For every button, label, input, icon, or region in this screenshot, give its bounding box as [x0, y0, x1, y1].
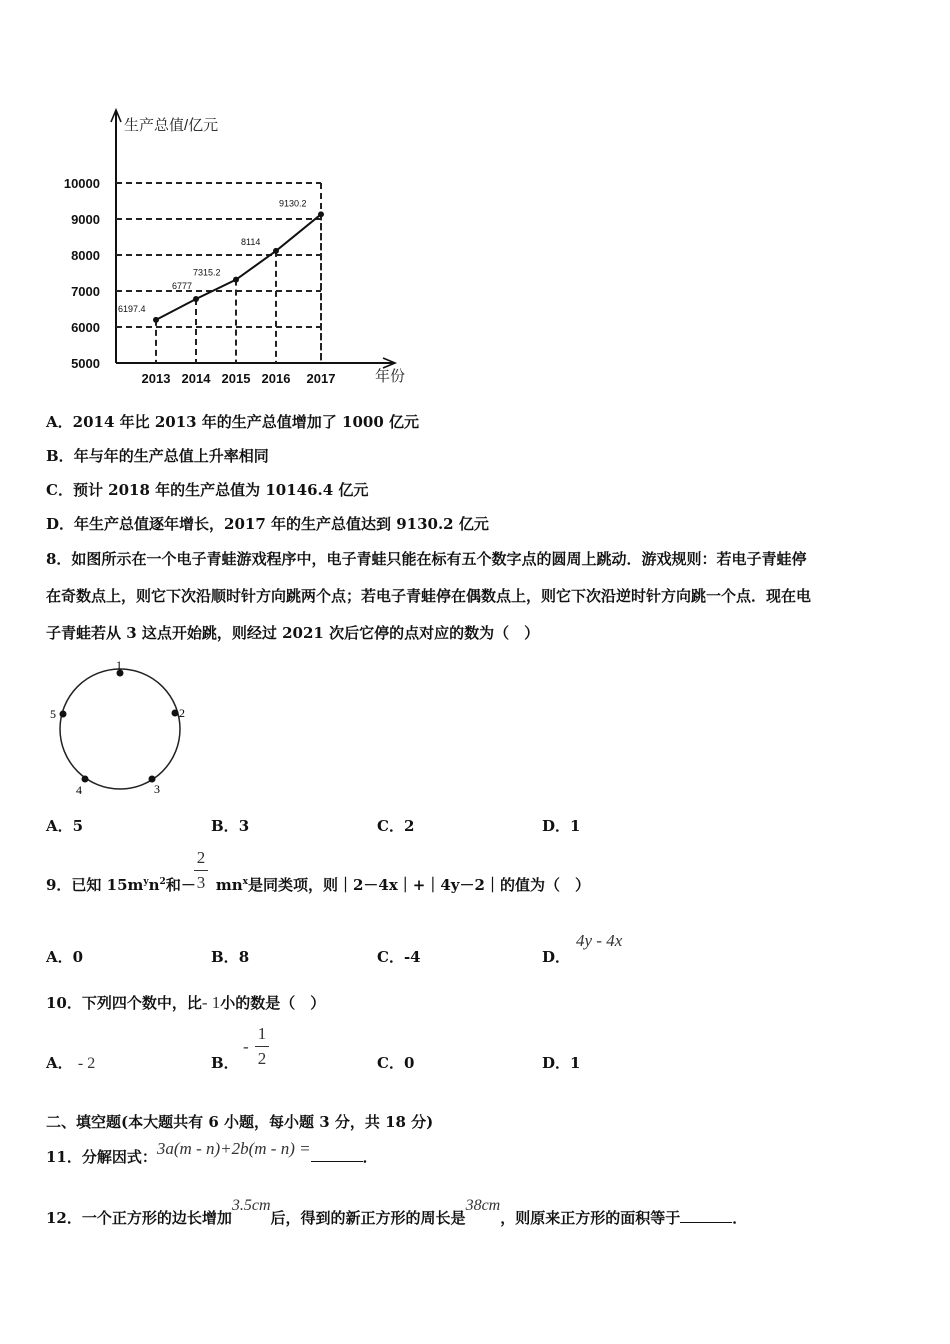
point-5	[60, 711, 67, 718]
q8-line-2: 在奇数点上，则它下次沿顺时针方向跳两个点；若电子青蛙停在偶数点上，则它下次沿逆时针方向跳一个点．现在电	[46, 587, 812, 605]
y-tick-label: 9000	[71, 212, 100, 227]
q8-option-b: B．3	[211, 817, 250, 835]
q10-stem: 10．下列四个数中，比- 1小的数是（ ）	[46, 993, 326, 1012]
option-letter: B．	[46, 447, 74, 465]
x-tick-label: 2017	[306, 371, 336, 386]
point-label-1: 1	[116, 658, 122, 672]
circle-path	[60, 669, 180, 789]
x-axis-label: 年份	[375, 368, 406, 385]
q7-option-c	[46, 479, 368, 500]
q10-option-b: B．	[211, 1054, 239, 1072]
y-tick-label: 8000	[71, 248, 100, 263]
q7-option-b	[46, 445, 269, 466]
data-point	[273, 248, 279, 254]
point-label-5: 5	[50, 707, 56, 721]
option-text: 年与年的生产总值上升率相同	[73, 447, 269, 465]
y-axis-label: 生产总值/亿元	[124, 117, 219, 134]
option-letter: A．	[46, 413, 73, 431]
x-tick-label: 2016	[261, 371, 291, 386]
option-text: 年生产总值逐年增长，2017 年的生产总值达到 9130.2 亿元	[74, 515, 489, 533]
data-label: 7315.2	[193, 267, 221, 278]
q9-stem: 9．已知 $15m^yn^2$和－ $mn^x$是同类项，则｜2－4x｜+｜4y－2｜的值为（ ）	[46, 876, 590, 894]
q8-line-3: 子青蛙若从 3 这点开始跳，则经过 2021 次后它停的点对应的数为（ ）	[46, 624, 540, 642]
data-label: 6197.4	[118, 303, 146, 314]
q7-option-a	[46, 411, 419, 432]
point-label-2: 2	[179, 706, 185, 720]
data-label: 6777	[172, 281, 193, 292]
q9-option-d-math: 4y - 4x	[576, 931, 623, 950]
q9-option-b: B．8	[211, 948, 250, 966]
q10-option-a: A． - 2	[46, 1054, 96, 1072]
q10-option-c: C．0	[377, 1054, 415, 1072]
section-heading: 二、填空题(本大题共有 6 小题，每小题 3 分，共 18 分)	[46, 1113, 434, 1131]
option-text: 预计 2018 年的生产总值为 10146.4 亿元	[72, 481, 369, 499]
q8-option-c: C．2	[377, 817, 415, 835]
option-text: 2014 年比 2013 年的生产总值增加了 1000 亿元	[72, 413, 419, 431]
q9-fraction: 2 3	[194, 848, 208, 893]
data-point	[153, 317, 159, 323]
q9-option-a: A．0	[46, 948, 84, 966]
q9-option-c: C．-4	[377, 948, 421, 966]
q10-option-d: D．1	[542, 1054, 581, 1072]
q7-option-d	[46, 513, 489, 534]
y-tick-label: 7000	[71, 284, 100, 299]
q8-line-1: 8．如图所示在一个电子青蛙游戏程序中，电子青蛙只能在标有五个数字点的圆周上跳动．游戏规则：若电子青蛙停	[46, 550, 807, 568]
x-tick-label: 2014	[181, 371, 211, 386]
q8-option-a: A．5	[46, 817, 84, 835]
data-label: 9130.2	[279, 198, 307, 209]
q12-stem: 12．一个正方形的边长增加3.5cm后，得到的新正方形的周长是38cm，则原来正方形的面积等于 ．	[46, 1197, 748, 1227]
answer-blank	[680, 1208, 732, 1223]
q11-expression: 3a(m - n)+2b(m - n) =	[156, 1139, 311, 1158]
x-tick-label: 2013	[141, 371, 171, 386]
y-tick-label: 6000	[71, 320, 100, 335]
y-tick-label: 5000	[71, 356, 100, 371]
answer-blank	[311, 1147, 363, 1162]
point-label-4: 4	[76, 783, 82, 797]
y-tick-label: 10000	[63, 176, 100, 191]
frog-circle-diagram	[40, 655, 200, 800]
data-point	[193, 296, 199, 302]
point-2	[172, 710, 179, 717]
q10-option-b-sign: -	[243, 1037, 249, 1056]
data-point	[233, 277, 239, 283]
x-tick-label: 2015	[221, 371, 251, 386]
option-letter: C．	[46, 481, 73, 499]
point-label-3: 3	[154, 782, 160, 796]
q9-option-d: D．	[542, 948, 571, 966]
series-line	[156, 214, 321, 320]
option-letter: D．	[46, 515, 75, 533]
data-label: 8114	[241, 236, 261, 247]
q10-option-b-fraction: 1 2	[255, 1024, 269, 1069]
q8-option-d: D．1	[542, 817, 581, 835]
q11-stem: 11．分解因式：3a(m - n)+2b(m - n) = ．	[46, 1139, 378, 1166]
data-point	[318, 211, 324, 217]
point-4	[82, 776, 89, 783]
gdp-line-chart	[50, 100, 430, 400]
